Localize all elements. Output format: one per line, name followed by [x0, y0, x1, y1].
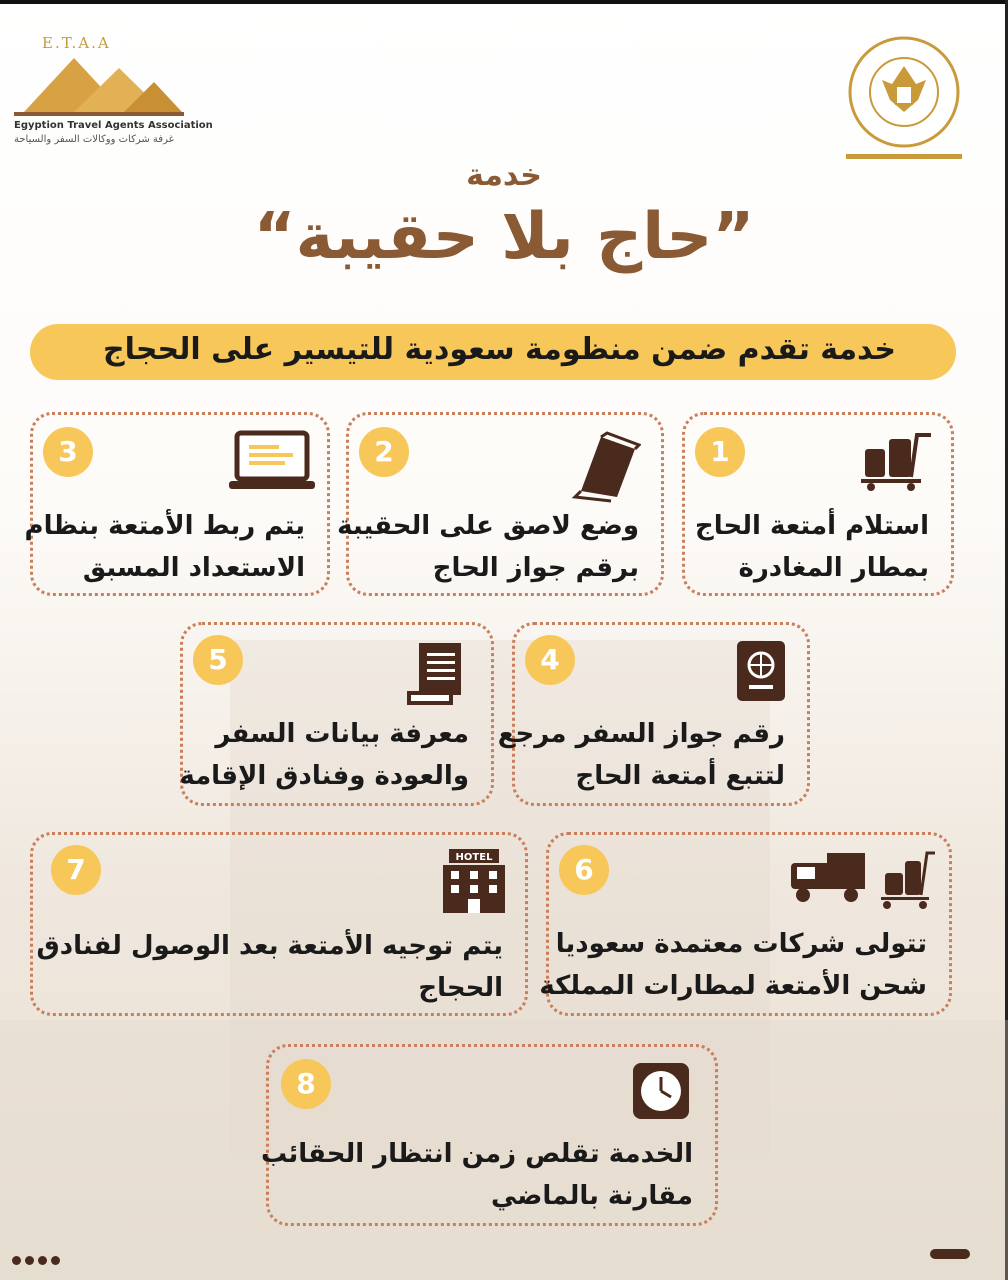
- step-number-badge: 4: [525, 635, 575, 685]
- step-number-badge: 6: [559, 845, 609, 895]
- banner: [30, 324, 956, 380]
- pagination-dots: [12, 1250, 64, 1269]
- ministry-seal: [846, 36, 962, 164]
- step-text: استلام أمتعة الحاج بمطار المغادرة: [695, 511, 929, 583]
- luggage-cart-icon: [859, 429, 939, 491]
- etaa-letters: E.T.A.A: [42, 34, 111, 52]
- truck-luggage-icon: [787, 849, 937, 913]
- hotel-sign-text: HOTEL: [455, 852, 493, 863]
- card-step-6: [539, 832, 952, 1016]
- step-number-badge: 5: [193, 635, 243, 685]
- eagle-seal-icon: [846, 36, 962, 164]
- step-text: وضع لاصق على الحقيبة برقم جواز الحاج: [337, 511, 639, 583]
- step-number-badge: 3: [43, 427, 93, 477]
- page-title: ”حاج بلا حقيبة“: [253, 200, 755, 274]
- page-subtitle: خدمة: [466, 158, 542, 193]
- step-text: يتم ربط الأمتعة بنظام الاستعداد المسبق: [24, 511, 305, 583]
- pyramids-icon: [14, 50, 184, 120]
- card-step-7: [30, 832, 528, 1016]
- card-step-8: [260, 1044, 718, 1226]
- card-step-3: [24, 412, 330, 596]
- pagination-indicator: [930, 1249, 970, 1259]
- top-border: [0, 0, 1008, 4]
- card-step-4: [497, 622, 810, 806]
- card-step-5: [180, 622, 494, 806]
- step-number-badge: 2: [359, 427, 409, 477]
- passport-icon: [733, 639, 791, 705]
- step-number-badge: 8: [281, 1059, 331, 1109]
- card-step-2: [337, 412, 664, 596]
- banner-text: خدمة تقدم ضمن منظومة سعودية للتيسير على الحجاج: [102, 332, 896, 367]
- etaa-english-name: Egyption Travel Agents Association: [14, 120, 213, 131]
- step-text: رقم جواز السفر مرجع لتتبع أمتعة الحاج: [497, 719, 785, 791]
- step-text: معرفة بيانات السفر والعودة وفنادق الإقامة: [179, 719, 469, 791]
- step-number-badge: 7: [51, 845, 101, 895]
- step-text: الخدمة تقلص زمن انتظار الحقائب مقارنة بالماضي: [260, 1139, 693, 1211]
- laptop-icon: [229, 429, 315, 493]
- card-step-1: [682, 412, 954, 596]
- hotel-icon: [439, 847, 509, 915]
- step-text: يتم توجيه الأمتعة بعد الوصول لفنادق الحجاج: [36, 931, 503, 1003]
- step-text: تتولى شركات معتمدة سعوديا شحن الأمتعة لمطارات المملكة: [539, 929, 927, 1001]
- step-number-badge: 1: [695, 427, 745, 477]
- clock-icon: [629, 1059, 693, 1123]
- sticker-roll-icon: [571, 431, 641, 503]
- etaa-arabic-name: غرفة شركات ووكالات السفر والسياحة: [14, 134, 174, 145]
- document-scroll-icon: [405, 641, 471, 707]
